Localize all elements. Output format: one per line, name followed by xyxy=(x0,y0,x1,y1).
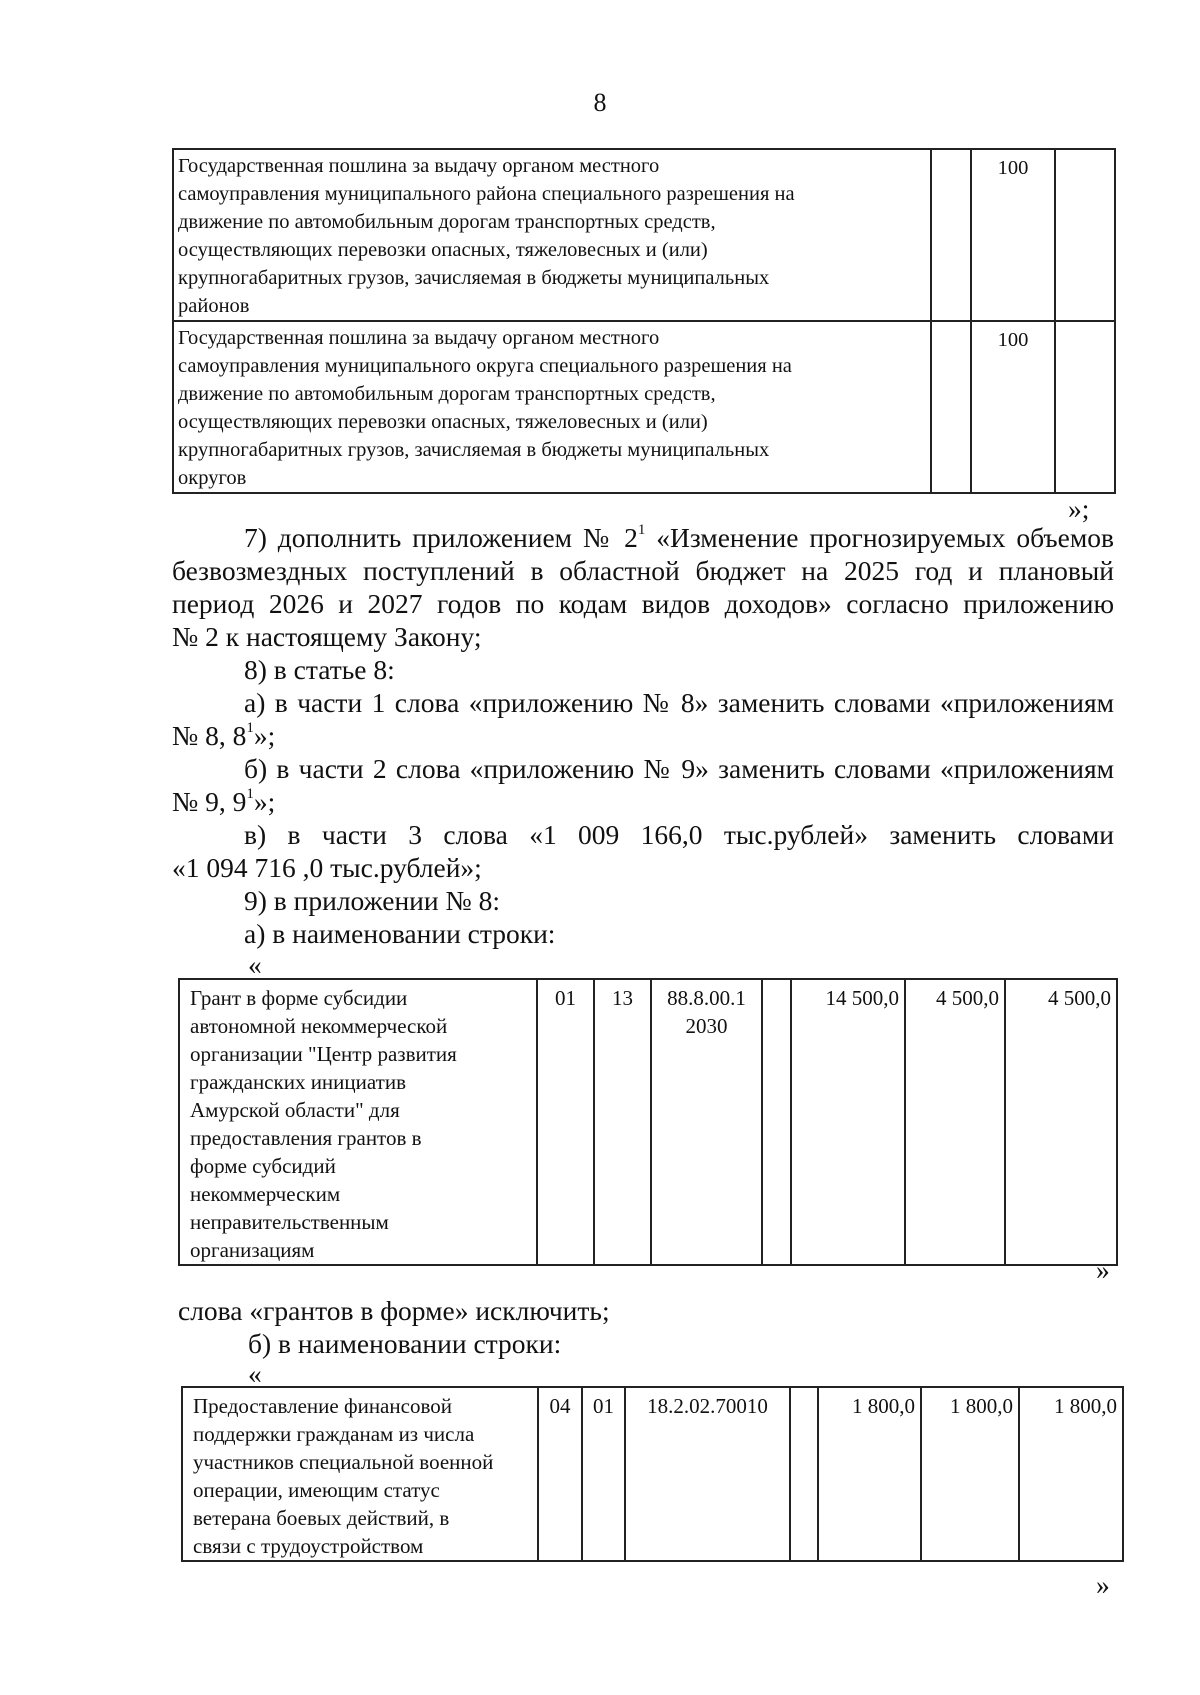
text-line: организациям xyxy=(190,1238,315,1262)
text-line: осуществляющих перевозки опасных, тяжеловесных и (или) xyxy=(178,411,708,433)
opening-quote: « xyxy=(248,1358,262,1389)
empty-cell xyxy=(931,321,971,493)
empty-cell xyxy=(1055,149,1115,321)
text-line: движение по автомобильным дорогам транспортных средств, xyxy=(178,211,716,233)
item-8v-line-1: в) в части 3 слова «1 009 166,0 тыс.рублей» заменить словами xyxy=(244,819,1114,850)
subsection-code-cell: 13 xyxy=(594,979,651,1265)
target-article-cell xyxy=(651,979,762,1265)
item-7-line-2: безвозмездных поступлений в областной бюджет на 2025 год и плановый xyxy=(172,555,1114,586)
item-8b-line-1: б) в части 2 слова «приложению № 9» заменить словами «приложениям xyxy=(244,753,1114,784)
closing-quote: » xyxy=(1096,1254,1110,1285)
item-9a-instruction: слова «грантов в форме» исключить; xyxy=(178,1295,610,1326)
item-9b-heading: б) в наименовании строки: xyxy=(248,1328,562,1359)
text-line: гражданских инициатив xyxy=(190,1070,406,1094)
item-8v-line-2: «1 094 716 ,0 тыс.рублей»; xyxy=(172,852,482,883)
text-line: операции, имеющим статус xyxy=(193,1478,440,1502)
revenue-description-cell xyxy=(173,149,931,321)
text-line: некоммерческим xyxy=(190,1182,341,1206)
text-line: округов xyxy=(178,467,247,489)
text-line: движение по автомобильным дорогам транспортных средств, xyxy=(178,383,716,405)
revenue-codes-table xyxy=(172,148,1116,494)
text-line: Государственная пошлина за выдачу органом местного xyxy=(178,327,660,349)
text-line: Государственная пошлина за выдачу органом местного xyxy=(178,155,660,177)
opening-quote: « xyxy=(248,949,262,980)
amount-2025-cell: 14 500,0 xyxy=(791,979,905,1265)
item-9a-heading: а) в наименовании строки: xyxy=(244,918,556,949)
text-line: 88.8.00.1 xyxy=(667,986,746,1010)
table-row xyxy=(182,1387,1123,1561)
text-line: предоставления грантов в xyxy=(190,1126,422,1150)
text-line: Грант в форме субсидии xyxy=(190,986,408,1010)
empty-cell xyxy=(1055,321,1115,493)
item-7-line-3: период 2026 и 2027 годов по кодам видов доходов» согласно приложению xyxy=(172,588,1114,619)
item-7-line-1: 7) дополнить приложением № $2^1$ «Изменение прогнозируемых объемов xyxy=(244,521,1114,553)
item-8-heading: 8) в статье 8: xyxy=(244,654,395,685)
section-code-cell: 01 xyxy=(537,979,594,1265)
subsection-code-cell: 01 xyxy=(582,1387,625,1561)
text-line: крупногабаритных грузов, зачисляемая в бюджеты муниципальных xyxy=(178,439,770,461)
table-row xyxy=(179,979,1117,1265)
amount-2027-cell: 4 500,0 xyxy=(1005,979,1117,1265)
item-8b-line-2: № 9, $9^1$»; xyxy=(172,785,276,817)
text-line: самоуправления муниципального района специального разрешения на xyxy=(178,183,795,205)
text-line: 2030 xyxy=(685,1014,728,1038)
amount-2026-cell: 1 800,0 xyxy=(921,1387,1019,1561)
target-article-cell: 18.2.02.70010 xyxy=(625,1387,790,1561)
item-9-heading: 9) в приложении № 8: xyxy=(244,885,500,916)
text-line: Амурской области" для xyxy=(190,1098,400,1122)
text-line: участников специальной военной xyxy=(193,1450,494,1474)
text-line: неправительственным xyxy=(190,1210,389,1234)
expenditure-row-table xyxy=(181,1386,1124,1562)
text-line: районов xyxy=(178,295,250,317)
text-line: форме субсидий xyxy=(190,1154,336,1178)
text-line: осуществляющих перевозки опасных, тяжеловесных и (или) xyxy=(178,239,708,261)
amount-2026-cell: 4 500,0 xyxy=(905,979,1005,1265)
text-line: организации "Центр развития xyxy=(190,1042,457,1066)
text-line: крупногабаритных грузов, зачисляемая в бюджеты муниципальных xyxy=(178,267,770,289)
closing-quote: »; xyxy=(1068,493,1090,524)
section-code-cell: 04 xyxy=(538,1387,582,1561)
text-line: поддержки гражданам из числа xyxy=(193,1422,475,1446)
item-7-line-4: № 2 к настоящему Закону; xyxy=(172,621,482,652)
text-line: самоуправления муниципального округа специального разрешения на xyxy=(178,355,792,377)
text-line: автономной некоммерческой xyxy=(190,1014,448,1038)
text-line: Предоставление финансовой xyxy=(193,1394,452,1418)
normative-value-cell: 100 xyxy=(971,149,1055,321)
table-row xyxy=(173,321,1115,493)
text-line: связи с трудоустройством xyxy=(193,1534,424,1558)
table-row xyxy=(173,149,1115,321)
item-8a-line-1: а) в части 1 слова «приложению № 8» заменить словами «приложениям xyxy=(244,687,1114,718)
item-8a-line-2: № 8, $8^1$»; xyxy=(172,719,276,751)
amount-2027-cell: 1 800,0 xyxy=(1019,1387,1123,1561)
closing-quote: » xyxy=(1096,1569,1110,1600)
revenue-description-cell xyxy=(173,321,931,493)
row-name-cell xyxy=(179,979,537,1265)
page-number: 8 xyxy=(593,88,607,117)
row-name-cell xyxy=(182,1387,538,1561)
empty-cell xyxy=(931,149,971,321)
expense-type-cell xyxy=(762,979,791,1265)
expense-type-cell xyxy=(790,1387,818,1561)
expenditure-row-table xyxy=(178,978,1118,1266)
normative-value-cell: 100 xyxy=(971,321,1055,493)
text-line: ветерана боевых действий, в xyxy=(193,1506,450,1530)
amount-2025-cell: 1 800,0 xyxy=(818,1387,921,1561)
